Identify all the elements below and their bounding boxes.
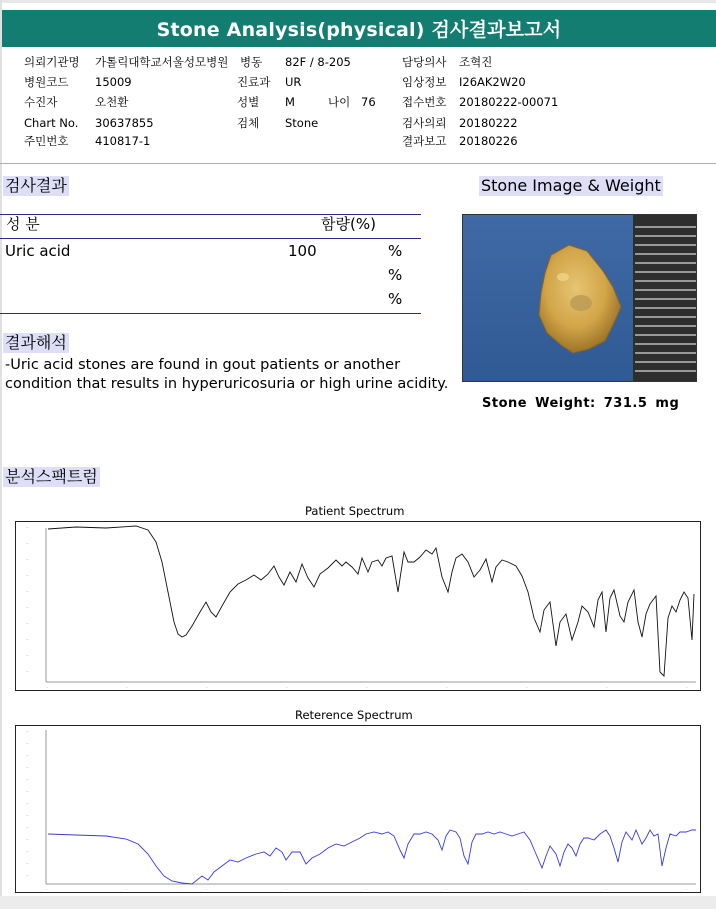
svg-text:--: -- — [366, 887, 369, 891]
request-date-label: 검사의뢰 — [402, 116, 447, 130]
svg-text:---: --- — [26, 765, 30, 769]
resident-no-label: 주민번호 — [24, 134, 69, 148]
reference-spectrum-title: Reterence Spectrum — [295, 708, 413, 722]
svg-text:---: --- — [26, 525, 30, 529]
svg-text:--: -- — [446, 685, 449, 689]
svg-text:---: --- — [26, 621, 30, 625]
table-header-rule — [0, 238, 421, 239]
svg-text:---: --- — [26, 557, 30, 561]
svg-text:---: --- — [26, 729, 30, 733]
stone-weight-label: Stone Weight: — [482, 396, 596, 411]
result-unit-1: % — [388, 242, 403, 260]
svg-text:---: --- — [26, 573, 30, 577]
department-label: 진료과 — [237, 75, 271, 89]
hospital-code-label: 병원코드 — [24, 75, 69, 89]
svg-text:--: -- — [686, 685, 689, 689]
svg-text:--: -- — [686, 887, 689, 891]
stone-weight — [482, 396, 679, 411]
table-bottom-rule — [0, 313, 421, 314]
svg-text:---: --- — [26, 849, 30, 853]
svg-text:---: --- — [26, 801, 30, 805]
doctor-label: 담당의사 — [402, 55, 447, 69]
window-top-border — [0, 0, 716, 3]
svg-text:---: --- — [26, 837, 30, 841]
svg-text:---: --- — [26, 789, 30, 793]
stone-heading: Stone Image & Weight — [481, 176, 661, 195]
report-date-value: 20180226 — [459, 134, 518, 148]
svg-text:--: -- — [46, 685, 49, 689]
svg-text:--: -- — [206, 685, 209, 689]
receipt-no-value: 20180222-00071 — [459, 95, 559, 109]
svg-text:--: -- — [46, 887, 49, 891]
sex-label: 성별 — [237, 95, 260, 109]
chart-no-label: Chart No. — [24, 116, 79, 130]
svg-text:---: --- — [26, 813, 30, 817]
department-value: UR — [285, 75, 302, 89]
svg-text:---: --- — [26, 741, 30, 745]
age-label: 나이 — [328, 95, 351, 109]
results-heading: 검사결과 — [5, 176, 67, 195]
specimen-label: 검체 — [237, 116, 260, 130]
result-amount-1: 100 — [288, 242, 317, 260]
resident-no-value: 410817-1 — [95, 134, 151, 148]
institution-label: 의뢰기관명 — [24, 55, 80, 69]
request-date-value: 20180222 — [459, 116, 518, 130]
specimen-value: Stone — [285, 116, 319, 130]
svg-text:--: -- — [366, 685, 369, 689]
stone-photo — [462, 214, 697, 382]
clinical-info-label: 임상정보 — [402, 75, 447, 89]
ward-value: 82F / 8-205 — [285, 55, 351, 69]
svg-text:---: --- — [26, 825, 30, 829]
clinical-info-value: I26AK2W20 — [459, 75, 526, 89]
patient-name-label: 수진자 — [24, 95, 58, 109]
reference-spectrum-chart — [15, 725, 701, 893]
svg-text:--: -- — [286, 685, 289, 689]
result-unit-3: % — [388, 290, 403, 308]
age-value: 76 — [361, 95, 376, 109]
institution-value: 가톨릭대학교서울성모병원 — [95, 55, 229, 69]
sex-value: M — [285, 95, 295, 109]
svg-text:--: -- — [606, 887, 609, 891]
svg-text:--: -- — [206, 887, 209, 891]
reference-spectrum-plot — [16, 726, 700, 892]
interpretation-line-2: condition that results in hyperuricosuria or high urine acidity. — [5, 376, 449, 392]
window-bottom-bar — [0, 896, 716, 909]
patient-spectrum-plot — [16, 522, 700, 690]
svg-text:---: --- — [26, 589, 30, 593]
report-date-label: 결과보고 — [402, 134, 447, 148]
spectrum-heading: 분석스팩트럼 — [5, 467, 98, 486]
result-component-1: Uric acid — [5, 242, 71, 260]
svg-text:--: -- — [286, 887, 289, 891]
stone-weight-unit: mg — [655, 396, 680, 411]
result-unit-2: % — [388, 266, 403, 284]
svg-text:---: --- — [26, 777, 30, 781]
svg-text:---: --- — [26, 653, 30, 657]
svg-text:---: --- — [26, 669, 30, 673]
chart-no-value: 30637855 — [95, 116, 154, 130]
patient-spectrum-title: Patient Spectrum — [305, 504, 405, 518]
patient-name-value: 오천환 — [95, 95, 129, 109]
svg-text:---: --- — [26, 753, 30, 757]
svg-text:--: -- — [126, 685, 129, 689]
svg-text:---: --- — [26, 861, 30, 865]
svg-text:--: -- — [526, 887, 529, 891]
ward-label: 병동 — [240, 55, 263, 69]
svg-text:---: --- — [26, 873, 30, 877]
doctor-value: 조혁진 — [459, 55, 493, 69]
svg-text:--: -- — [526, 685, 529, 689]
content-column-header: 함량(%) — [321, 215, 376, 233]
interpretation-line-1: -Uric acid stones are found in gout patients or another — [5, 357, 401, 373]
svg-text:---: --- — [26, 605, 30, 609]
svg-text:---: --- — [26, 637, 30, 641]
receipt-no-label: 접수번호 — [402, 95, 447, 109]
info-divider — [0, 163, 716, 164]
hospital-code-value: 15009 — [95, 75, 132, 89]
svg-text:--: -- — [606, 685, 609, 689]
svg-text:--: -- — [446, 887, 449, 891]
stone-image — [463, 215, 696, 381]
interpretation-heading: 결과해석 — [5, 333, 67, 352]
svg-text:--: -- — [126, 887, 129, 891]
svg-text:---: --- — [26, 541, 30, 545]
window-left-border — [0, 0, 2, 909]
report-title: Stone Analysis(physical) 검사결과보고서 — [2, 10, 716, 47]
patient-spectrum-chart — [15, 521, 701, 691]
component-column-header: 성 분 — [6, 215, 40, 233]
stone-weight-value: 731.5 — [603, 396, 648, 411]
